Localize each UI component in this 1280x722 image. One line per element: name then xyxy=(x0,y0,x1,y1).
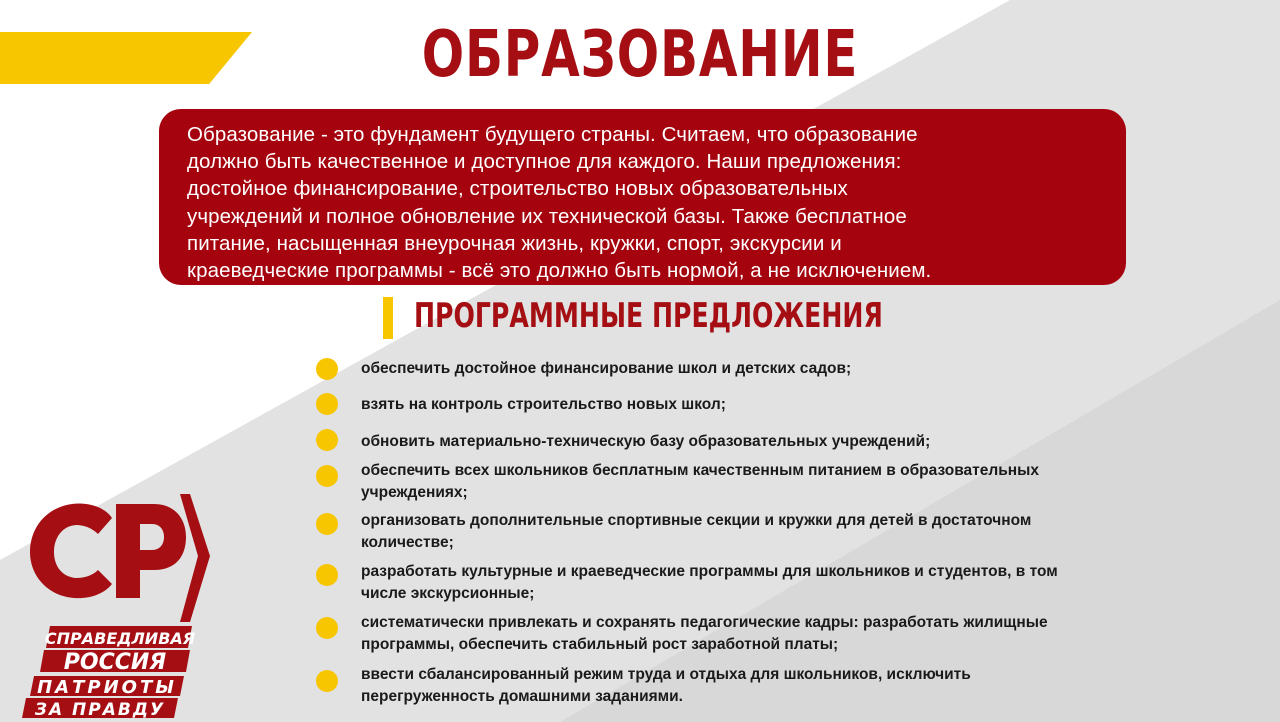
proposal-text: разработать культурные и краеведческие программы для школьников и студентов, в том числе экскурсионные; xyxy=(361,563,1058,602)
intro-line: учреждений и полное обновление их технической базы. Также бесплатное xyxy=(187,204,907,228)
proposal-text: взять на контроль строительство новых школ; xyxy=(361,396,726,413)
section-subtitle: ПРОГРАММНЫЕ ПРЕДЛОЖЕНИЯ xyxy=(414,296,883,336)
proposal-text: обновить материально-техническую базу образовательных учреждений; xyxy=(361,433,931,450)
bullet-dot xyxy=(316,393,338,415)
intro-line: Образование - это фундамент будущего страны. Считаем, что образование xyxy=(187,123,918,146)
proposal-text: обеспечить достойное финансирование школ и детских садов; xyxy=(361,360,852,377)
bullet-dot xyxy=(316,465,338,487)
logo-line-3: ПАТРИОТЫ xyxy=(37,677,177,698)
intro-text xyxy=(187,121,1106,284)
subtitle-marker xyxy=(383,297,393,339)
intro-line: достойное финансирование, строительство новых образовательных xyxy=(187,177,848,201)
proposal-text: обеспечить всех школьников бесплатным качественным питанием в образовательных учреждениях; xyxy=(361,462,1039,501)
party-logo xyxy=(22,490,222,718)
proposal-text: систематически привлекать и сохранять педагогические кадры: разработать жилищные программы, обеспечить стабильный рост заработной платы; xyxy=(361,614,1048,653)
bullet-dot xyxy=(316,358,338,380)
logo-line-2: РОССИЯ xyxy=(63,650,167,675)
intro-line: питание, насыщенная внеурочная жизнь, кружки, спорт, экскурсии и xyxy=(187,231,842,255)
bullet-dot xyxy=(316,670,338,692)
proposal-text: ввести сбалансированный режим труда и отдыха для школьников, исключить перегруженность домашними заданиями. xyxy=(361,666,971,705)
intro-box xyxy=(159,109,1126,285)
page-title: ОБРАЗОВАНИЕ xyxy=(421,18,859,92)
proposal-text: организовать дополнительные спортивные секции и кружки для детей в достаточном количестве; xyxy=(361,512,1032,551)
logo-line-1: СПРАВЕДЛИВАЯ xyxy=(44,629,196,648)
intro-line: краеведческие программы - всё это должно быть нормой, а не исключением. xyxy=(187,259,932,283)
bullet-dot xyxy=(316,513,338,535)
intro-line: должно быть качественное и доступное для каждого. Наши предложения: xyxy=(187,150,902,174)
bullet-dot xyxy=(316,429,338,451)
bullet-dot xyxy=(316,564,338,586)
bullet-dot xyxy=(316,617,338,639)
logo-line-4: ЗА ПРАВДУ xyxy=(34,700,166,718)
